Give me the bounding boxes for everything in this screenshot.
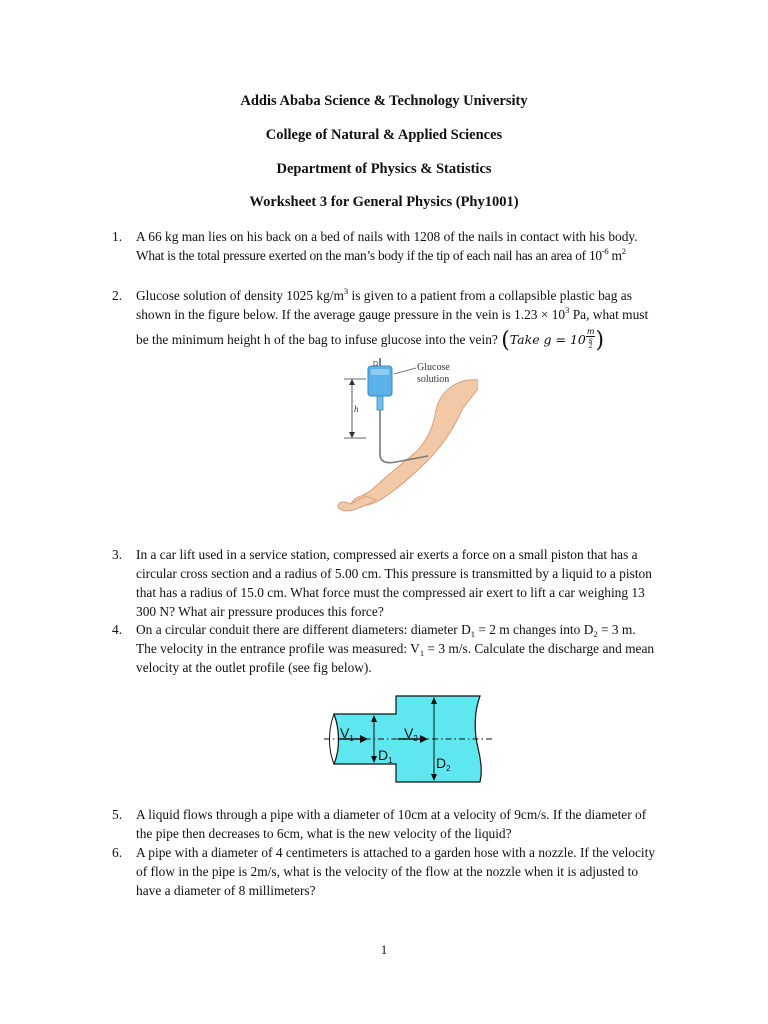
- d2-subscript: 2: [446, 764, 451, 773]
- conduit-figure: [324, 692, 492, 786]
- bag-fill-highlight: [371, 369, 389, 375]
- question-line-text: Glucose solution of density 1025 kg/m: [136, 288, 344, 303]
- math-text: Take g = 10: [509, 332, 586, 347]
- bag-letter: D: [373, 361, 379, 368]
- page-number: 1: [380, 943, 388, 957]
- question-number: 6.: [112, 845, 123, 860]
- question-line: of flow in the pipe is 2m/s, what is the velocity of the flow at the nozzle when it is adjusted to: [136, 864, 639, 879]
- question-line-text: = 2 m changes into D: [474, 622, 594, 637]
- question-line-text: The velocity in the entrance profile was measured: V: [136, 641, 420, 656]
- question-line-text: be the minimum height h of the bag to infuse glucose into the vein?: [136, 332, 502, 347]
- question-line-text: Pa, what must: [569, 307, 649, 322]
- fraction-denominator-text: s: [588, 336, 593, 345]
- figure-label-solution: solution: [417, 374, 450, 385]
- question-line: the pipe then decreases to 6cm, what is the new velocity of the liquid?: [136, 826, 512, 841]
- worksheet-title: Worksheet 3 for General Physics (Phy1001): [249, 194, 519, 210]
- question-number: 3.: [112, 547, 123, 562]
- question-line: velocity at the outlet profile (see fig below).: [136, 660, 372, 675]
- v2-letter: V: [404, 725, 414, 741]
- height-label: h: [354, 404, 359, 414]
- question-line-text: is given to a patient from a collapsible plastic bag as: [348, 288, 632, 303]
- question-text: [136, 545, 691, 621]
- question-line: 300 N? What air pressure produces this force?: [136, 604, 384, 619]
- department-title: Department of Physics & Statistics: [276, 161, 492, 177]
- subscript: 1: [470, 629, 475, 639]
- math-expression: (Take g = 10 m s $^2$ ): [501, 327, 605, 353]
- height-arrow-head-down: [349, 432, 355, 438]
- question-line: [136, 620, 691, 639]
- question-line: A pipe with a diameter of 4 centimeters is attached to a garden hose with a nozzle. If the velocity: [136, 845, 656, 860]
- d2-letter: D: [436, 755, 447, 771]
- question-text: [136, 620, 691, 677]
- question-line-text: shown in the figure below. If the average gauge pressure in the vein is 1.23 × 10: [136, 307, 566, 322]
- exponent: 3: [565, 305, 570, 315]
- figure-label-glucose: Glucose: [417, 362, 450, 373]
- question-line: [136, 328, 691, 353]
- question-number: 2.: [112, 288, 123, 303]
- question-line: that has a radius of 15.0 cm. What force must the compressed air exert to lift a car weighing 13: [136, 585, 645, 600]
- d1-subscript: 1: [388, 756, 393, 765]
- d1-letter: D: [378, 747, 389, 763]
- height-arrow-head-up: [349, 379, 355, 385]
- question-line: A 66 kg man lies on his back on a bed of nails with 1208 of the nails in contact with his body.: [136, 229, 638, 244]
- question-text: [136, 805, 691, 843]
- question-line: [136, 246, 691, 265]
- question-text: [136, 286, 691, 353]
- glucose-iv-figure: [336, 358, 478, 528]
- question-number: 1.: [112, 229, 123, 244]
- question-line-text: = 3 m/s. Calculate the discharge and mean: [424, 641, 655, 656]
- exponent: 2: [588, 343, 593, 350]
- exponent: 2: [621, 246, 626, 256]
- question-line: [136, 286, 691, 305]
- unit: m: [611, 248, 622, 263]
- v1-letter: V: [340, 725, 350, 741]
- university-title: Addis Ababa Science & Technology University: [240, 93, 528, 109]
- label-pointer: [394, 368, 416, 374]
- question-line-text: On a circular conduit there are different diameters: diameter D: [136, 622, 471, 637]
- question-line: In a car lift used in a service station, compressed air exerts a force on a small piston that has a: [136, 547, 638, 562]
- question-number: 5.: [112, 807, 123, 822]
- question-text: [136, 227, 691, 265]
- question-line-text: What is the total pressure exerted on the man’s body if the tip of each nail has an area of 10: [136, 248, 602, 263]
- v2-subscript: 2: [413, 734, 418, 743]
- fraction-numerator: m: [586, 327, 595, 336]
- question-line: circular cross section and a radius of 5.00 cm. This pressure is transmitted by a liquid to a piston: [136, 566, 652, 581]
- subscript: 1: [419, 648, 425, 658]
- drip-chamber: [377, 396, 383, 410]
- question-line: A liquid flows through a pipe with a diameter of 10cm at a velocity of 9cm/s. If the diameter of: [136, 807, 647, 822]
- question-line-text: = 3 m.: [597, 622, 636, 637]
- question-text: [136, 843, 691, 900]
- exponent: 3: [343, 286, 349, 296]
- subscript: 2: [593, 629, 598, 639]
- question-line: have a diameter of 8 millimeters?: [136, 883, 316, 898]
- v1-subscript: 1: [349, 734, 354, 743]
- question-line: [136, 639, 691, 658]
- question-line: [136, 305, 691, 324]
- question-number: 4.: [112, 622, 123, 637]
- college-title: College of Natural & Applied Sciences: [265, 127, 503, 143]
- exponent: -6: [601, 246, 609, 256]
